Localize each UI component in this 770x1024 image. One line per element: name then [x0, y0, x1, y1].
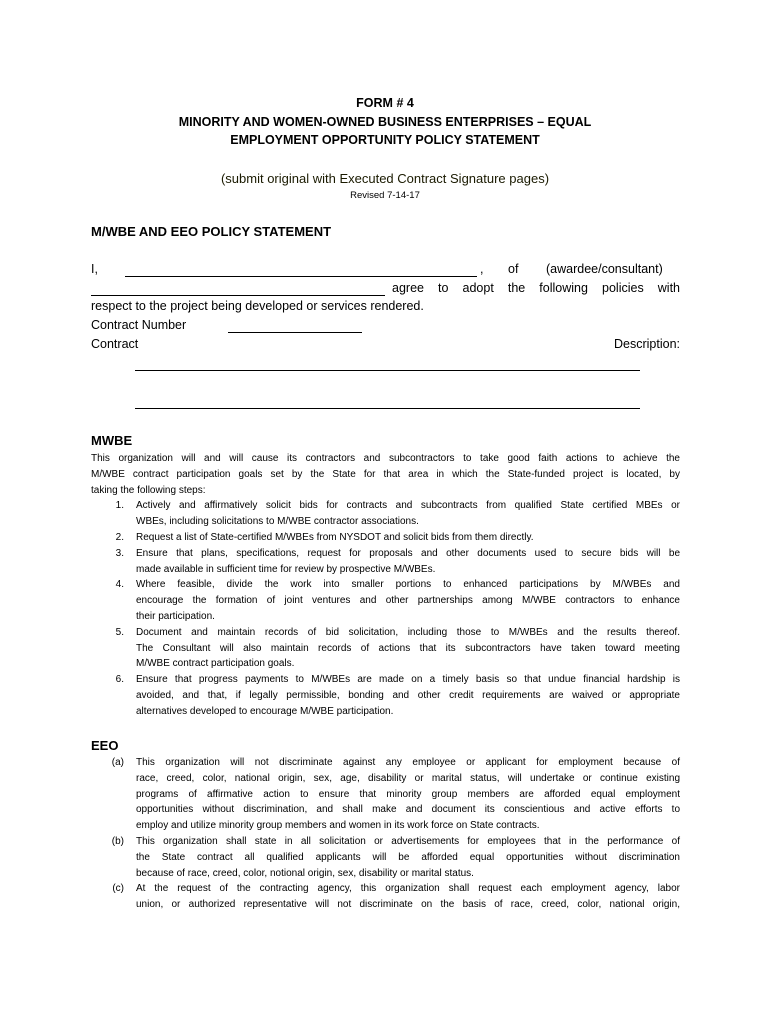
contract-number-label: Contract Number	[91, 318, 187, 332]
description-blank-2[interactable]	[135, 408, 640, 409]
submit-note: (submit original with Executed Contract Signature pages)	[220, 171, 550, 186]
document-page: FORM # 4 MINORITY AND WOMEN-OWNED BUSINESS ENTERPRISES – EQUAL EMPLOYMENT OPPORTUNITY POLICY STATEMENT (submit original with Executed Contract Signature pages) Revised 7-14-17 M/WBE AND EEO POLICY STATEMENT I, , of (awardee/consultant) agree to adopt the following policies with respect to the project being developed or services rendered. Contract Number Contract Description: MWBE This organization will and will cause its contractors and subcontractors to take good faith actions to achieve the M/WBE contract participation goals set by the State for that area in which the State-funded project is located, by taking the following steps: 1. Actively and affirmatively solicit bids for contracts and subcontracts from qualified State certified MBEs or WBEs, including solicitations to M/WBE contractor associations. 2. Request a list of State-certified M/WBEs from NYSDOT and solicit bids from them directly. 3. Ensure that plans, specifications, request for proposals and other documents used to secure bids will be made available in sufficient time for review by prospective M/WBEs. 4. Where feasible, divide the work into smaller portions to enhanced participations by M/WBEs and encourage the formation of joint ventures and other partnerships among M/WBE contractors to enhance their participation. 5. Document and maintain records of bid solicitation, including those to M/WBEs and the results thereof. The Consultant will also maintain records of actions that its subcontractors have taken toward meeting M/WBE contract participation goals. 6. Ensure that progress payments to M/WBEs are made on a timely basis so that undue financial hardship is avoided, and that, if legally permissible, bonding and other credit requirements are waived or appropriate alternatives developed to encourage M/WBE participation. EEO (a) This organization will not discriminate against any employee or applicant for employment because of race, creed, color, national origin, sex, age, disability or marital status, will undertake or continue existing programs of affirmative action to ensure that minority group members are afforded equal employment opportunities without discrimination, and shall make and document its conscientious and active efforts to employ and utilize minority group members and women in its work force on State contracts. (b) This organization shall state in all solicitation or advertisements for employees that in the performance of the State contract all qualified applicants will be afforded equal opportunities without discrimination because of race, creed, color, notional origin, sex, disability or marital status. (c) At the request of the contracting agency, this organization shall request each employment agency, labor union, or authorized representative will not discriminate on the basis of race, creed, color, national origin,	[0, 0, 770, 1024]
list-number: 1.	[115, 500, 124, 512]
i-label: I,	[91, 262, 98, 276]
list-text: Ensure that progress payments to M/WBEs are made on a timely basis so that undue financial hardship is avoided, and that, if legally permissible, bonding and other credit requirements are waived or appropriate alternatives developed to encourage M/WBE participation.	[136, 674, 680, 717]
respect-text: respect to the project being developed or services rendered.	[91, 299, 424, 313]
list-text: At the request of the contracting agency, this organization shall request each employment agency, labor union, or authorized representative will not discriminate on the basis of race, creed, color, national origin,	[136, 883, 680, 911]
list-number: 2.	[115, 532, 124, 543]
list-text: Where feasible, divide the work into smaller portions to enhanced participations by M/WBEs and encourage the formation of joint ventures and other partnerships among M/WBE contractors to enhance their participation.	[136, 579, 680, 622]
name-blank[interactable]	[125, 276, 477, 277]
description-blank-1[interactable]	[135, 370, 640, 371]
mwbe-intro-line-1: This organization will and will cause its contractors and subcontractors to take good faith actions to achieve the	[91, 453, 680, 464]
list-text: This organization will not discriminate against any employee or applicant for employment because of race, creed, color, national origin, sex, age, disability or marital status, will undertake or continue existing programs of affirmative action to ensure that minority group members are afforded equal employment opportunities without discrimination, and shall make and document its conscientious and active efforts to employ and utilize minority group members and women in its work force on State contracts.	[136, 757, 680, 832]
list-number: (c)	[112, 883, 124, 895]
revised-date: Revised 7-14-17	[350, 190, 420, 201]
policy-heading: M/WBE AND EEO POLICY STATEMENT	[91, 224, 332, 239]
list-number: (a)	[111, 757, 124, 768]
eeo-heading: EEO	[91, 738, 119, 753]
list-number: (b)	[111, 836, 124, 847]
agree-text: agree to adopt the following policies with	[392, 281, 680, 295]
list-text: Ensure that plans, specifications, request for proposals and other documents used to secure bids will be made available in sufficient time for review by prospective M/WBEs.	[136, 547, 680, 575]
list-text: Actively and affirmatively solicit bids for contracts and subcontracts from qualified State certified MBEs or WBEs, including solicitations to M/WBE contractor associations.	[136, 500, 680, 528]
description-label: Description:	[614, 337, 680, 351]
contract-label: Contract	[91, 337, 139, 351]
list-text: Document and maintain records of bid solicitation, including those to M/WBEs and the results thereof. The Consultant will also maintain records of actions that its subcontractors have taken toward meeting M/WBE contract participation goals.	[136, 626, 680, 670]
awardee-label: (awardee/consultant)	[546, 262, 663, 276]
form-title-line-1: MINORITY AND WOMEN-OWNED BUSINESS ENTERPRISES – EQUAL	[178, 115, 592, 129]
list-number: 3.	[115, 547, 124, 559]
list-number: 5.	[115, 626, 124, 638]
mwbe-intro-line-2: M/WBE contract participation goals set by the State for that area in which the State-funded project is located, by	[91, 468, 680, 480]
form-number: FORM # 4	[356, 96, 414, 110]
mwbe-intro-line-3: taking the following steps:	[91, 484, 206, 496]
of-label: of	[508, 262, 519, 276]
awardee-blank[interactable]	[91, 295, 385, 296]
list-number: 6.	[115, 674, 124, 686]
contract-number-blank[interactable]	[228, 332, 362, 333]
form-title-line-2: EMPLOYMENT OPPORTUNITY POLICY STATEMENT	[230, 133, 540, 147]
list-text: This organization shall state in all solicitation or advertisements for employees that in the performance of the State contract all qualified applicants will be afforded equal opportunities without discrimination because of race, creed, color, notional origin, sex, disability or marital status.	[136, 836, 680, 879]
mwbe-heading: MWBE	[91, 433, 133, 448]
list-number: 4.	[115, 579, 124, 591]
list-text: Request a list of State-certified M/WBEs from NYSDOT and solicit bids from them directly.	[136, 532, 534, 543]
